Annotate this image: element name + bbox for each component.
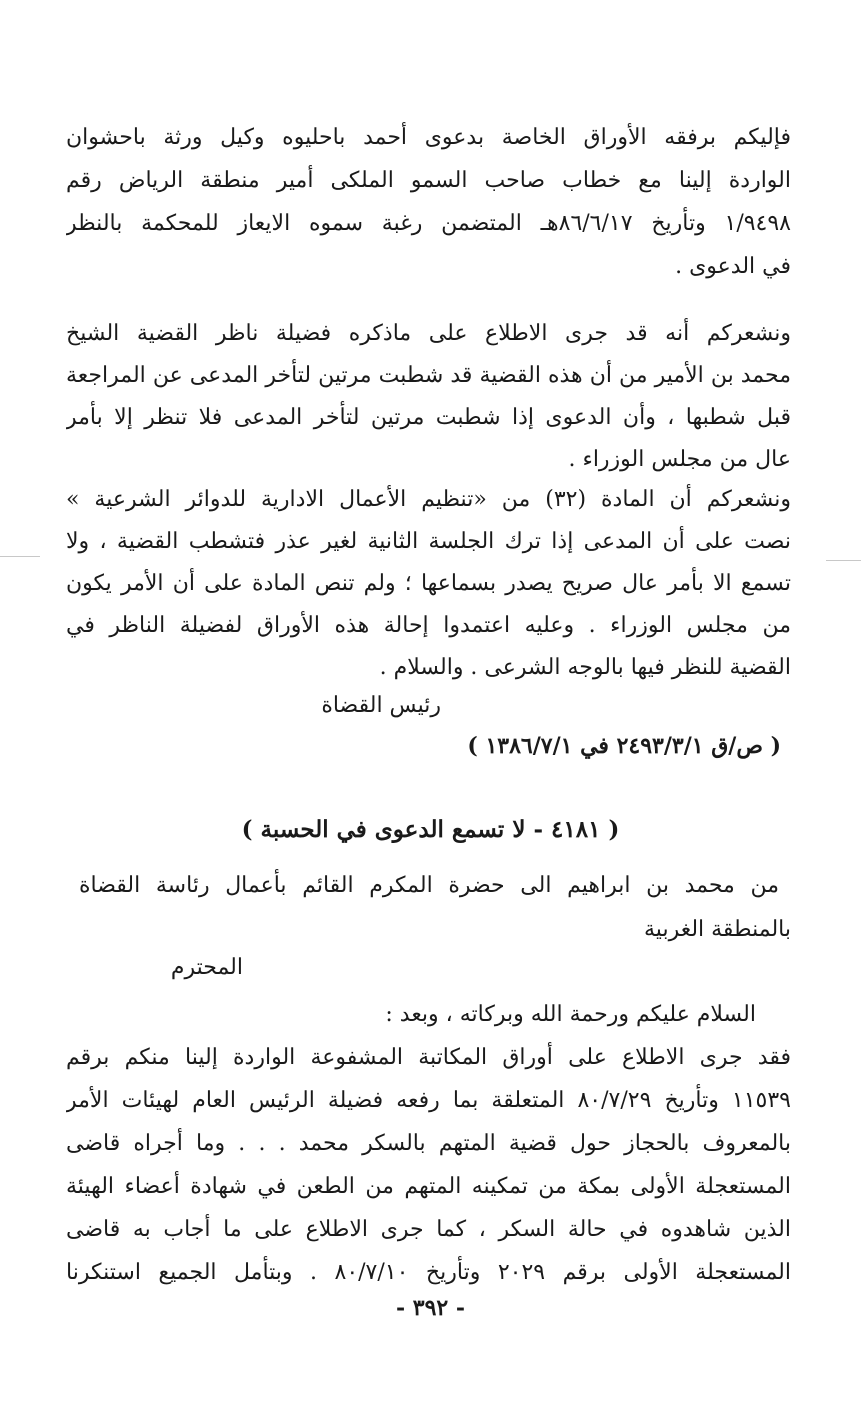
text-line: في الدعوى . [675,254,791,279]
signature-title: رئيس القضاة [321,693,441,718]
text-line: قبل شطبها ، وأن الدعوى إذا شطبت مرتين لتأخر المدعى فلا تنظر إلا بأمر [66,405,791,430]
greeting: السلام عليكم ورحمة الله وبركاته ، وبعد : [385,1002,756,1027]
text-line: محمد بن الأمير من أن هذه القضية قد شطبت مرتين لتأخر المدعى عن المراجعة [66,363,791,388]
text-line: فقد جرى الاطلاع على أوراق المكاتبة المشفوعة الواردة إلينا منكم برقم [66,1045,791,1070]
text-line: المستعجلة الأولى بمكة من تمكينه المتهم من الطعن في شهادة أعضاء الهيئة [66,1174,791,1199]
text-line: بالمعروف بالحجاز حول قضية المتهم بالسكر محمد . . . وما أجراه قاضى [66,1131,791,1156]
page-number: - ٣٩٢ - [395,1295,466,1321]
text-line: تسمع الا بأمر عال صريح يصدر بسماعها ؛ ولم تنص المادة على أن الأمر يكون [66,571,791,596]
text-line: القضية للنظر فيها بالوجه الشرعى . والسلام . [379,655,791,680]
address-line: من محمد بن ابراهيم الى حضرة المكرم القائم بأعمال رئاسة القضاة [79,873,779,898]
text-line: ونشعركم أن المادة (٣٢) من «تنظيم الأعمال الادارية للدوائر الشرعية » [66,487,791,512]
section-heading: ( ٤١٨١ - لا تسمع الدعوى في الحسبة ) [241,816,620,843]
text-line: الواردة إلينا مع خطاب صاحب السمو الملكى أمير منطقة الرياض رقم [66,168,791,193]
text-line: ١/٩٤٩٨ وتأريخ ٨٦/٦/١٧هـ المتضمن رغبة سموه الايعاز للمحكمة بالنظر [66,211,791,236]
text-line: فإليكم برفقه الأوراق الخاصة بدعوى أحمد باحليوه وكيل ورثة باحشوان [66,125,791,150]
text-line: الذين شاهدوه في حالة السكر ، كما جرى الاطلاع على ما أجاب به قاضى [66,1217,791,1242]
text-line: المستعجلة الأولى برقم ٢٠٢٩ وتأريخ ٨٠/٧/١٠ . وبتأمل الجميع استنكرنا [66,1260,791,1285]
document-reference: ( ص/ق ٢٤٩٣/٣/١ في ١٣٨٦/٧/١ ) [467,733,781,759]
address-line: بالمنطقة الغربية [644,917,791,942]
scan-mark [826,560,861,561]
text-line: ١١٥٣٩ وتأريخ ٨٠/٧/٢٩ المتعلقة بما رفعه فضيلة الرئيس العام لهيئات الأمر [66,1088,791,1113]
text-line: عال من مجلس الوزراء . [568,447,791,472]
text-line: من مجلس الوزراء . وعليه اعتمدوا إحالة هذه الأوراق لفضيلة الناظر في [66,613,791,638]
text-line: نصت على أن المدعى إذا ترك الجلسة الثانية لغير عذر فتشطب القضية ، ولا [66,529,791,554]
text-line: ونشعركم أنه قد جرى الاطلاع على ماذكره فضيلة ناظر القضية الشيخ [66,321,791,346]
honorific: المحترم [170,955,243,980]
scan-mark [0,556,40,557]
